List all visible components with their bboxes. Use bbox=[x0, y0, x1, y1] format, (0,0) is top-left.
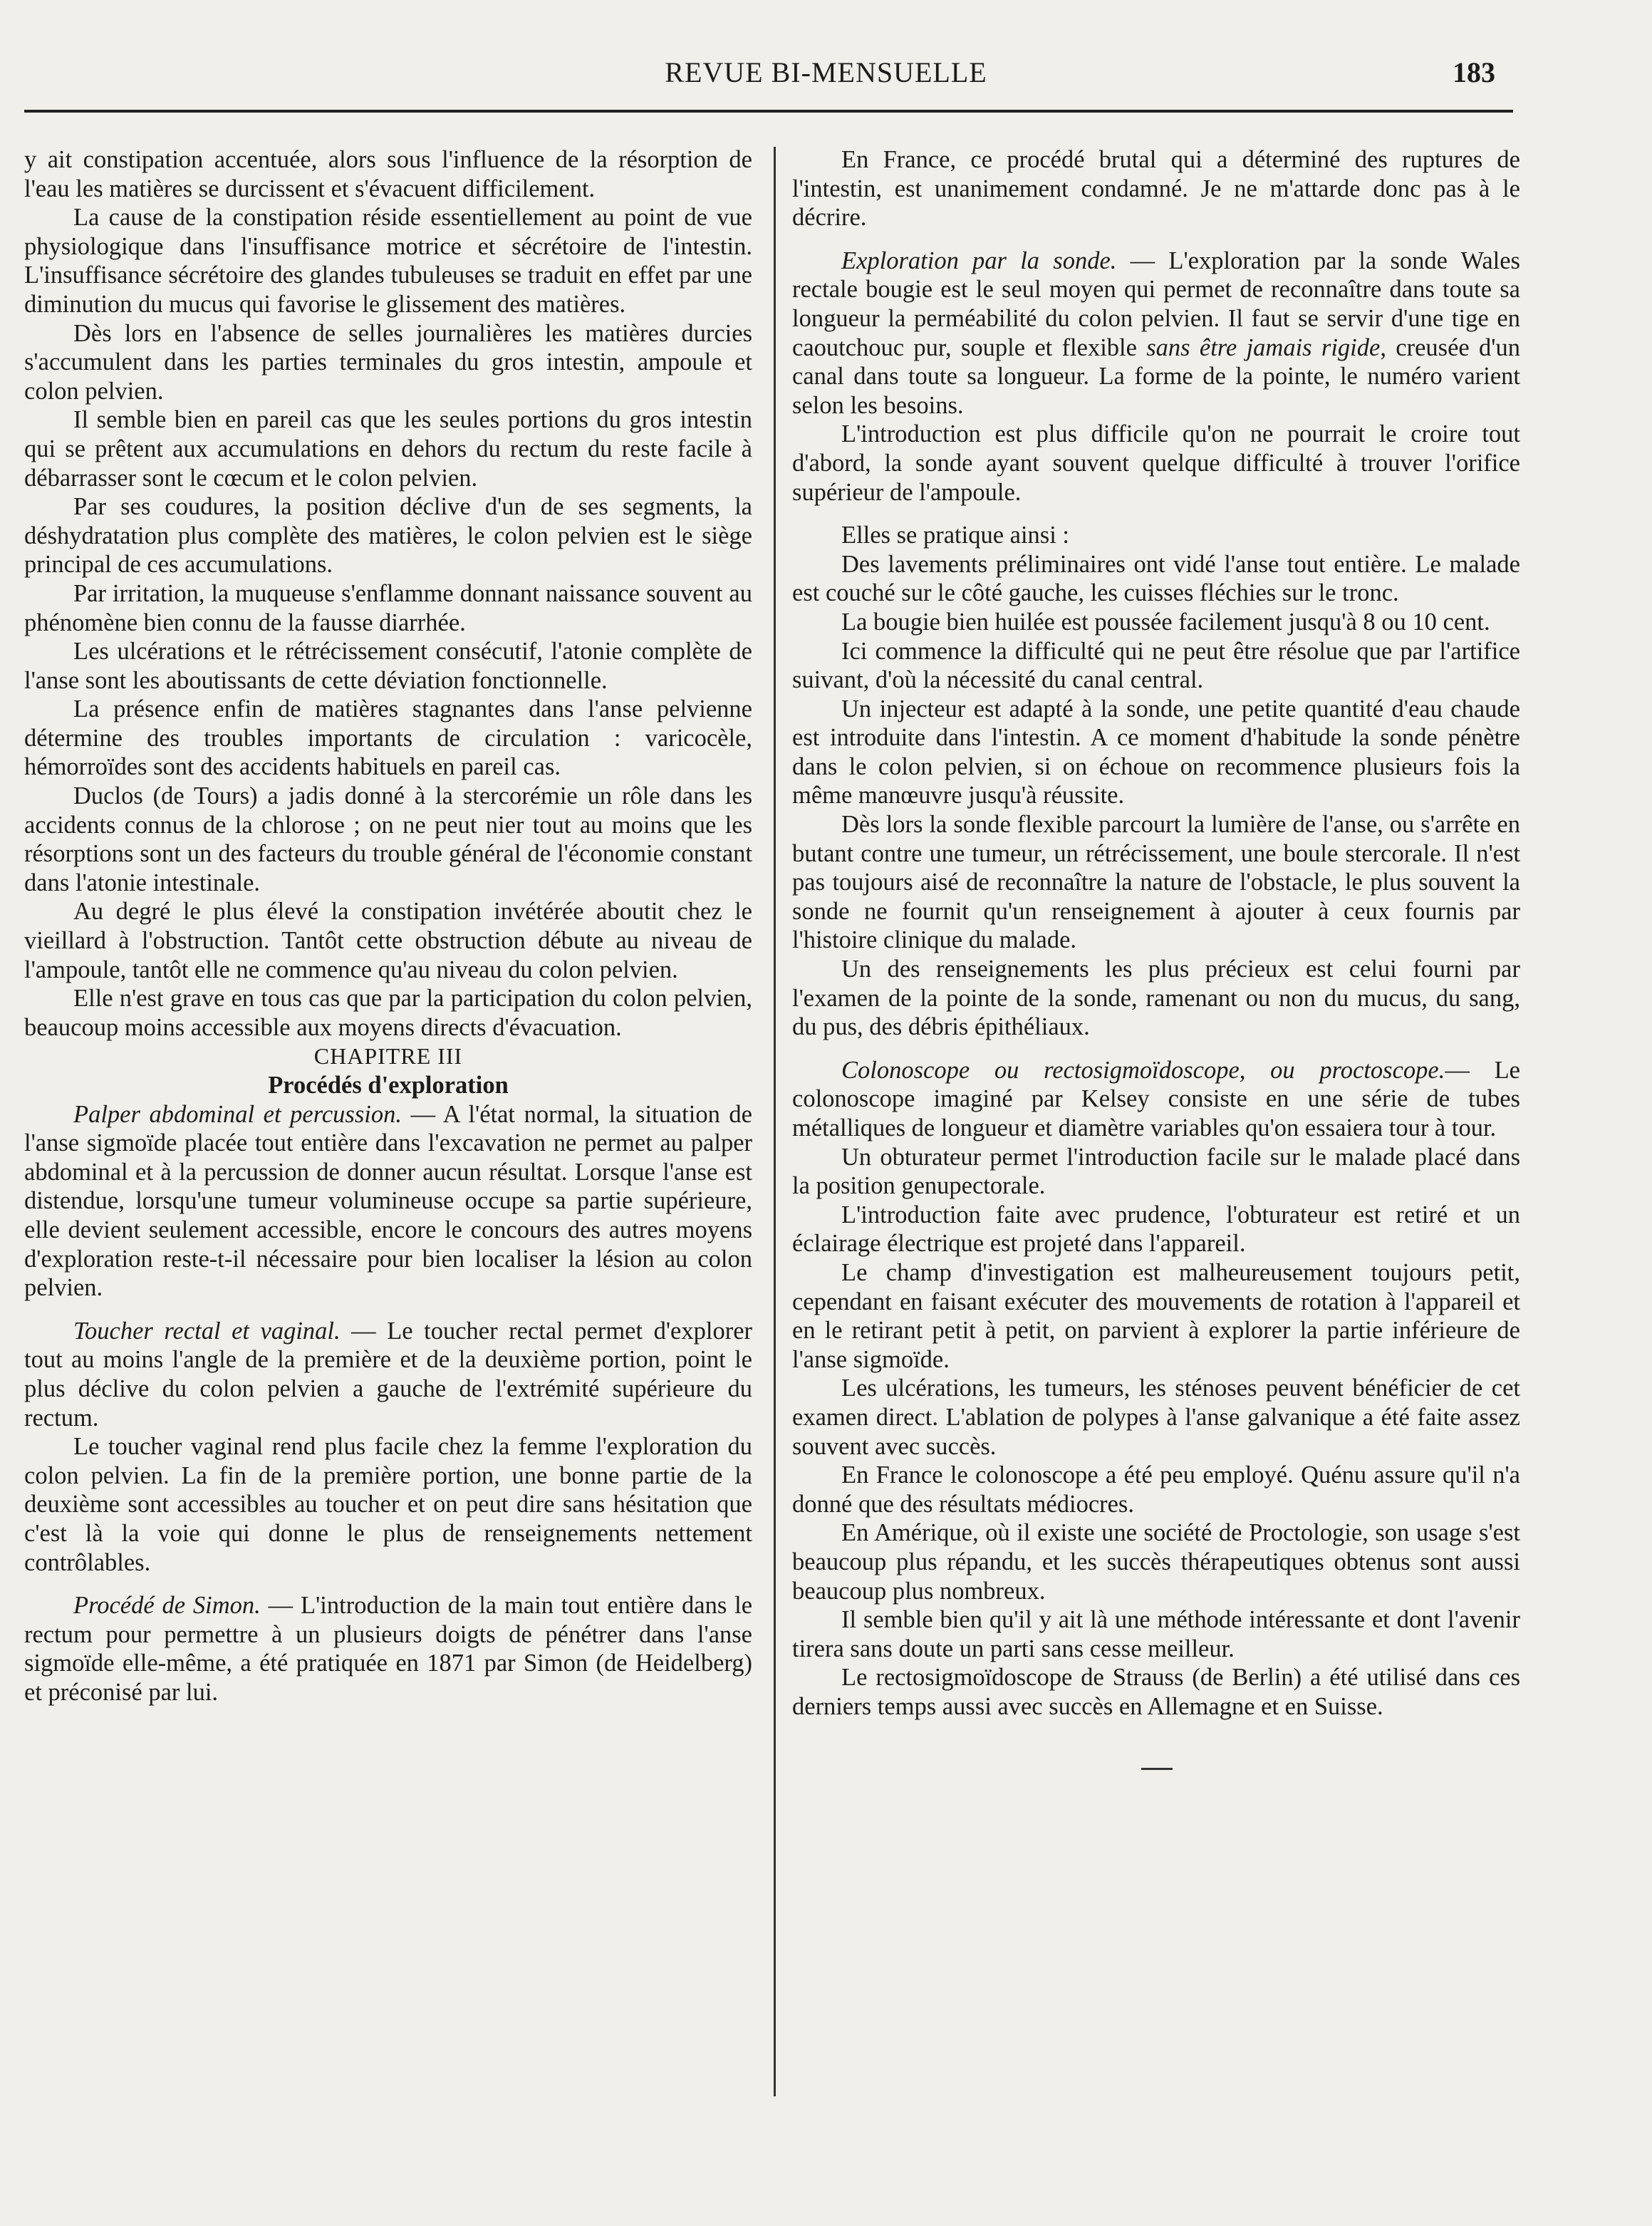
paragraph: Elles se pratique ainsi : bbox=[841, 522, 1070, 549]
section-paragraph bbox=[792, 247, 1520, 420]
paragraph: Le toucher vaginal rend plus facile chez la femme l'exploration du colon pelvien. La fin de la première portion, une bonne partie de la deuxième sont accessibles au toucher et on peut dire sans hésitation que c'est là la voie qui donne le plus de renseignements nettement contrôlables. bbox=[24, 1433, 752, 1576]
section-heading: Procédé de Simon. bbox=[73, 1592, 261, 1620]
header-rule bbox=[24, 110, 1513, 113]
paragraph: Un injecteur est adapté à la sonde, une petite quantité d'eau chaude est introduite dans l'intestin. A ce moment d'habitude la sonde pénètre dans le colon pelvien, si on échoue on recommence plusieurs fois la même manœuvre jusqu'à réussite. bbox=[792, 695, 1520, 809]
section-heading: Palper abdominal et percussion. bbox=[73, 1100, 402, 1128]
section-text: , creusée d'un canal dans toute sa longueur. La forme de la pointe, le numéro varient selon les besoins. bbox=[792, 333, 1520, 419]
paragraph: La présence enfin de matières stagnantes dans l'anse pelvienne détermine des troubles importants de circulation : varicocèle, hémorroïdes sont des accidents habituels en pareil cas. bbox=[24, 695, 752, 781]
end-dash bbox=[1141, 1768, 1173, 1770]
paragraph: Des lavements préliminaires ont vidé l'anse tout entière. Le malade est couché sur le côté gauche, les cuisses fléchies sur le tronc. bbox=[792, 550, 1520, 607]
paragraph: y ait constipation accentuée, alors sous l'influence de la résorption de l'eau les matières se durcissent et s'évacuent difficilement. bbox=[24, 146, 752, 202]
paragraph: Elle n'est grave en tous cas que par la participation du colon pelvien, beaucoup moins accessible aux moyens directs d'évacuation. bbox=[24, 985, 752, 1041]
section-text: — L'exploration par la sonde Wales rectale bougie est le seul moyen qui permet de reconnaître dans toute sa longueur la perméabilité du colon pelvien. Il faut se servir d'une tige en caoutchouc pur, souple et flexible bbox=[792, 247, 1520, 361]
section-paragraph bbox=[24, 1317, 752, 1432]
right-column bbox=[792, 145, 1520, 1770]
paragraph: Ici commence la difficulté qui ne peut être résolue que par l'artifice suivant, d'où la nécessité du canal central. bbox=[792, 637, 1520, 694]
section-text: — A l'état normal, la situation de l'anse sigmoïde placée tout entière dans l'excavation ne permet au palper abdominal et à la percussion de donner aucun résultat. Lorsque l'anse est distendue, lorsqu'une tumeur volumineuse occupe sa partie supérieure, elle devient seulement accessible, encore le concours des autres moyens d'exploration reste-t-il nécessaire pour bien localiser la lésion au colon pelvien. bbox=[24, 1100, 752, 1302]
chapter-title: Procédés d'exploration bbox=[268, 1072, 509, 1099]
paragraph: Par ses coudures, la position déclive d'un de ses segments, la déshydratation plus complète des matières, le colon pelvien est le siège principal de ces accumulations. bbox=[24, 493, 752, 579]
running-head: REVUE BI-MENSUELLE bbox=[665, 56, 987, 88]
paragraph: Le champ d'investigation est malheureusement toujours petit, cependant en faisant exécuter des mouvements de rotation à l'appareil et en le retirant petit à petit, on parvient à explorer la partie inférieure de l'anse sigmoïde. bbox=[792, 1258, 1520, 1373]
paragraph: L'introduction est plus difficile qu'on ne pourrait le croire tout d'abord, la sonde ayant souvent quelque difficulté à trouver l'orifice supérieur de l'ampoule. bbox=[792, 420, 1520, 506]
paragraph: Dès lors la sonde flexible parcourt la lumière de l'anse, ou s'arrête en butant contre une tumeur, un rétrécissement, une boule stercorale. Il n'est pas toujours aisé de reconnaître la nature de l'obstacle, le plus souvent la sonde ne fournit qu'un renseignement à ajouter à ceux fournis par l'histoire clinique du malade. bbox=[792, 811, 1520, 954]
paragraph: L'introduction faite avec prudence, l'obturateur est retiré et un éclairage électrique est projeté dans l'appareil. bbox=[792, 1201, 1520, 1258]
section-text: — L'introduction de la main tout entière dans le rectum pour permettre à un plusieurs doigts de pénétrer dans l'anse sigmoïde elle-même, a été pratiquée en 1871 par Simon (de Heidelberg) et préconisé par lui. bbox=[24, 1592, 753, 1706]
paragraph: Il semble bien en pareil cas que les seules portions du gros intestin qui se prêtent aux accumulations en dehors du rectum du reste facile à débarrasser sont le cœcum et le colon pelvien. bbox=[24, 406, 752, 492]
paragraph: Les ulcérations et le rétrécissement consécutif, l'atonie complète de l'anse sont les aboutissants de cette déviation fonctionnelle. bbox=[24, 638, 752, 694]
page-number: 183 bbox=[1453, 56, 1495, 88]
paragraph: Un des renseignements les plus précieux est celui fourni par l'examen de la pointe de la sonde, ramenant ou non du mucus, du sang, du pus, des débris épithéliaux. bbox=[792, 956, 1520, 1041]
paragraph: Le rectosigmoïdoscope de Strauss (de Berlin) a été utilisé dans ces derniers temps aussi avec succès en Allemagne et en Suisse. bbox=[792, 1664, 1520, 1720]
paragraph: Dès lors en l'absence de selles journalières les matières durcies s'accumulent dans les parties terminales du gros intestin, ampoule et colon pelvien. bbox=[24, 319, 752, 405]
paragraph: En France le colonoscope a été peu employé. Quénu assure qu'il n'a donné que des résultats médiocres. bbox=[792, 1461, 1520, 1518]
section-text: — Le colonoscope imaginé par Kelsey consiste en une série de tubes métalliques de longueur et diamètre variables qu'on essaiera tour à tour. bbox=[792, 1056, 1520, 1142]
paragraph: En France, ce procédé brutal qui a déterminé des ruptures de l'intestin, est unanimement condamné. Je ne m'attarde donc pas à le décrire. bbox=[792, 146, 1520, 232]
column-rule bbox=[774, 147, 776, 2096]
paragraph: Par irritation, la muqueuse s'enflamme donnant naissance souvent au phénomène bien connu de la fausse diarrhée. bbox=[24, 579, 752, 636]
paragraph: Les ulcérations, les tumeurs, les sténoses peuvent bénéficier de cet examen direct. L'ablation de polypes à l'anse galvanique a été faite assez souvent avec succès. bbox=[792, 1375, 1520, 1460]
left-column bbox=[24, 145, 752, 1707]
emphasis: sans être jamais rigide bbox=[1146, 333, 1381, 361]
section-paragraph bbox=[24, 1591, 752, 1707]
chapter-number: CHAPITRE III bbox=[313, 1043, 463, 1070]
section-text: — Le toucher rectal permet d'explorer tout au moins l'angle de la première et de la deuxième portion, point le plus déclive du colon pelvien a gauche de l'extrémité supérieure du rectum. bbox=[24, 1317, 752, 1432]
paragraph: En Amérique, où il existe une société de Proctologie, son usage s'est beaucoup plus répandu, et les succès thérapeutiques obtenus sont aussi beaucoup plus nombreux. bbox=[792, 1519, 1520, 1605]
section-paragraph bbox=[792, 1056, 1520, 1143]
paragraph: Au degré le plus élevé la constipation invétérée aboutit chez le vieillard à l'obstruction. Tantôt cette obstruction débute au niveau de l'ampoule, tantôt elle ne commence qu'au niveau du colon pelvien. bbox=[24, 898, 752, 983]
section-paragraph bbox=[24, 1100, 752, 1303]
paragraph: Duclos (de Tours) a jadis donné à la stercorémie un rôle dans les accidents connus de la chlorose ; on ne peut nier tout au moins que les résorptions sont un des facteurs du trouble général de l'économie constant dans l'atonie intestinale. bbox=[24, 782, 752, 896]
section-heading: Exploration par la sonde. bbox=[841, 247, 1117, 274]
paragraph: La bougie bien huilée est poussée facilement jusqu'à 8 ou 10 cent. bbox=[841, 608, 1490, 636]
paragraph: Un obturateur permet l'introduction facile sur le malade placé dans la position genupectorale. bbox=[792, 1143, 1520, 1200]
paragraph: La cause de la constipation réside essentiellement au point de vue physiologique dans l'insuffisance motrice et sécrétoire de l'intestin. L'insuffisance sécrétoire des glandes tubuleuses se traduit en effet par une diminution du mucus qui favorise le glissement des matières. bbox=[24, 204, 752, 318]
section-heading: Colonoscope ou rectosigmoïdoscope, ou proctoscope. bbox=[841, 1056, 1445, 1084]
paragraph: Il semble bien qu'il y ait là une méthode intéressante et dont l'avenir tirera sans doute un parti sans cesse meilleur. bbox=[792, 1606, 1520, 1662]
section-heading: Toucher rectal et vaginal. bbox=[73, 1317, 341, 1345]
